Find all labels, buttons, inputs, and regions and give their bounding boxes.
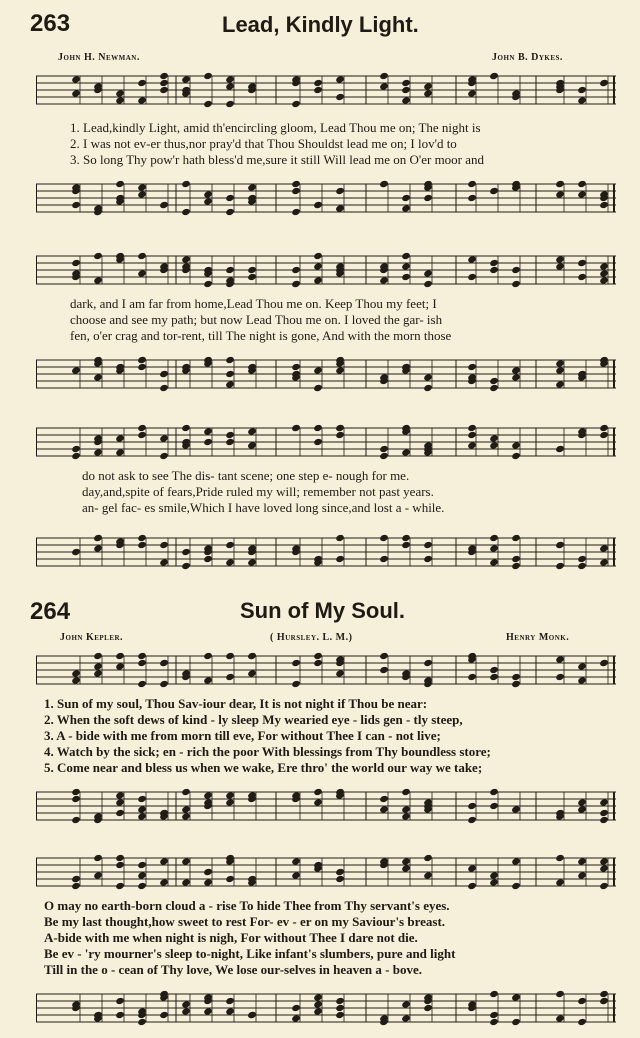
lyric-line: Be ev - 'ry mourner's sleep to-night, Like infant's slumbers, pure and light — [44, 946, 456, 961]
treble-staff — [36, 68, 616, 114]
hymn-number: 264 — [30, 598, 71, 625]
lyrics-block — [44, 696, 632, 776]
lyric-line: 5. Come near and bless us when we wake, Ere thro' the world our way we take; — [44, 760, 483, 775]
treble-staff — [36, 248, 616, 294]
hymn-title: Lead, Kindly Light. — [222, 12, 419, 37]
treble-staff — [36, 850, 616, 896]
treble-staff — [36, 648, 616, 694]
lyric-line: choose and see my path; but now Lead Thou me on. I loved the gar- ish — [70, 312, 443, 327]
author-credit: John Kepler. — [60, 632, 124, 643]
author-credit: John H. Newman. — [58, 52, 140, 63]
lyric-line: Till in the o - cean of Thy love, We lose our-selves in heaven a - bove. — [44, 962, 422, 977]
lyric-line: A-bide with me when night is nigh, For without Thee I dare not die. — [44, 930, 418, 945]
hymn-number: 263 — [30, 10, 71, 37]
bass-staff — [36, 176, 616, 222]
hymn-title: Sun of My Soul. — [240, 598, 405, 623]
tune-name: ( Hursley. L. M.) — [270, 632, 353, 643]
lyrics-block — [44, 898, 632, 978]
bass-staff — [36, 784, 616, 830]
treble-staff — [36, 420, 616, 466]
lyric-line: an- gel fac- es smile,Which I have loved long since,and lost a - while. — [82, 500, 445, 515]
lyric-line: 2. When the soft dews of kind - ly sleep My wearied eye - lids gen - tly steep, — [44, 712, 463, 727]
lyrics-block — [70, 120, 630, 168]
lyric-line: 3. A - bide with me from morn till eve, For without Thee I can - not live; — [44, 728, 441, 743]
lyric-line: 3. So long Thy pow'r hath bless'd me,sure it still Will lead me on O'er moor and — [70, 152, 485, 167]
lyric-line: Be my last thought,how sweet to rest For- ev - er on my Saviour's breast. — [44, 914, 446, 929]
lyric-line: fen, o'er crag and tor-rent, till The night is gone, And with the morn those — [70, 328, 452, 343]
lyric-line: O may no earth-born cloud a - rise To hide Thee from Thy servant's eyes. — [44, 898, 450, 913]
lyrics-block — [82, 468, 630, 516]
composer-credit: Henry Monk. — [506, 632, 570, 643]
composer-credit: John B. Dykes. — [492, 52, 563, 63]
lyric-line: 1. Sun of my soul, Thou Sav-iour dear, It is not night if Thou be near: — [44, 696, 428, 711]
lyric-line: dark, and I am far from home,Lead Thou me on. Keep Thou my feet; I — [70, 296, 437, 311]
lyric-line: 4. Watch by the sick; en - rich the poor With blessings from Thy boundless store; — [44, 744, 491, 759]
lyric-line: do not ask to see The dis- tant scene; one step e- nough for me. — [82, 468, 410, 483]
bass-staff — [36, 352, 616, 398]
lyric-line: 2. I was not ev-er thus,nor pray'd that Thou Shouldst lead me on; I lov'd to — [70, 136, 457, 151]
lyrics-block — [70, 296, 630, 344]
bass-staff — [36, 530, 616, 576]
lyric-line: day,and,spite of fears,Pride ruled my will; remember not past years. — [82, 484, 434, 499]
bass-staff — [36, 986, 616, 1032]
lyric-line: 1. Lead,kindly Light, amid th'encircling gloom, Lead Thou me on; The night is — [70, 120, 481, 135]
